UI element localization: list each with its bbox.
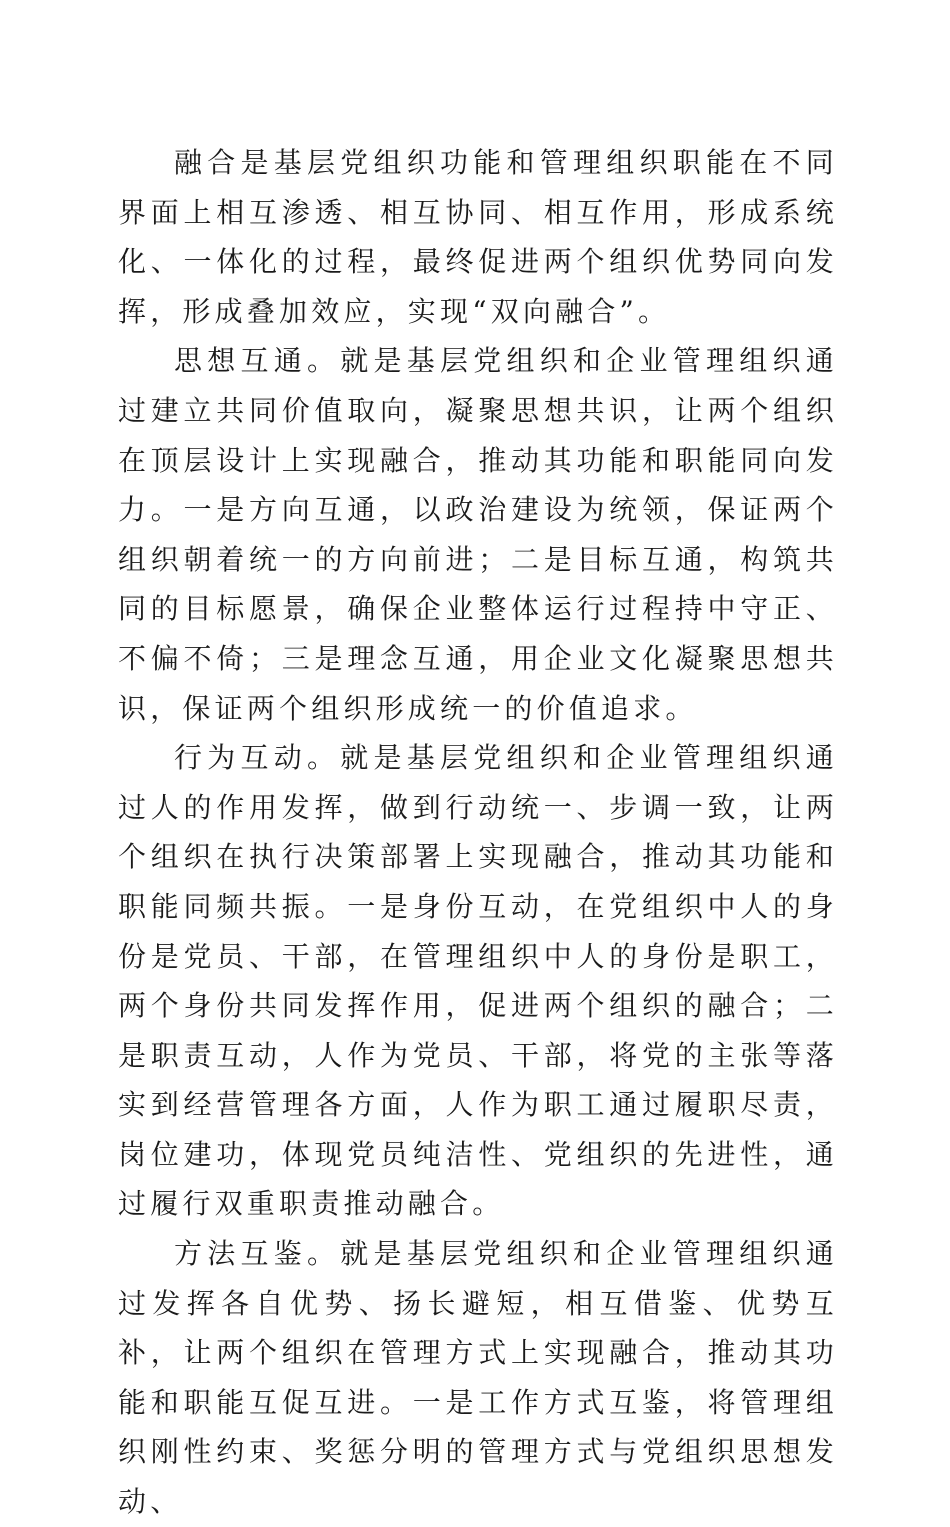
document-body — [118, 138, 838, 1527]
paragraph-intro: 融合是基层党组织功能和管理组织职能在不同界面上相互渗透、相互协同、相互作用，形成系统化、一体化的过程，最终促进两个组织优势同向发挥，形成叠加效应，实现“双向融合”。 — [118, 146, 838, 328]
paragraph-behavior-interaction: 行为互动。就是基层党组织和企业管理组织通过人的作用发挥，做到行动统一、步调一致，让两个组织在执行决策部署上实现融合，推动其功能和职能同频共振。一是身份互动，在党组织中人的身份是党员、干部，在管理组织中人的身份是职工，两个身份共同发挥作用，促进两个组织的融合；二是职责互动，人作为党员、干部，将党的主张等落实到经营管理各方面，人作为职工通过履职尽责，岗位建功，体现党员纯洁性、党组织的先进性，通过履行双重职责推动融合。 — [118, 741, 838, 1221]
paragraph-method-mutual-learning: 方法互鉴。就是基层党组织和企业管理组织通过发挥各自优势、扬长避短，相互借鉴、优势互补，让两个组织在管理方式上实现融合，推动其功能和职能互促互进。一是工作方式互鉴，将管理组织刚性约束、奖惩分明的管理方式与党组织思想发动、 — [118, 1237, 838, 1519]
paragraph-thought-interconnection: 思想互通。就是基层党组织和企业管理组织通过建立共同价值取向，凝聚思想共识，让两个组织在顶层设计上实现融合，推动其功能和职能同向发力。一是方向互通，以政治建设为统领，保证两个组织朝着统一的方向前进；二是目标互通，构筑共同的目标愿景，确保企业整体运行过程持中守正、不偏不倚；三是理念互通，用企业文化凝聚思想共识，保证两个组织形成统一的价值追求。 — [118, 344, 838, 725]
